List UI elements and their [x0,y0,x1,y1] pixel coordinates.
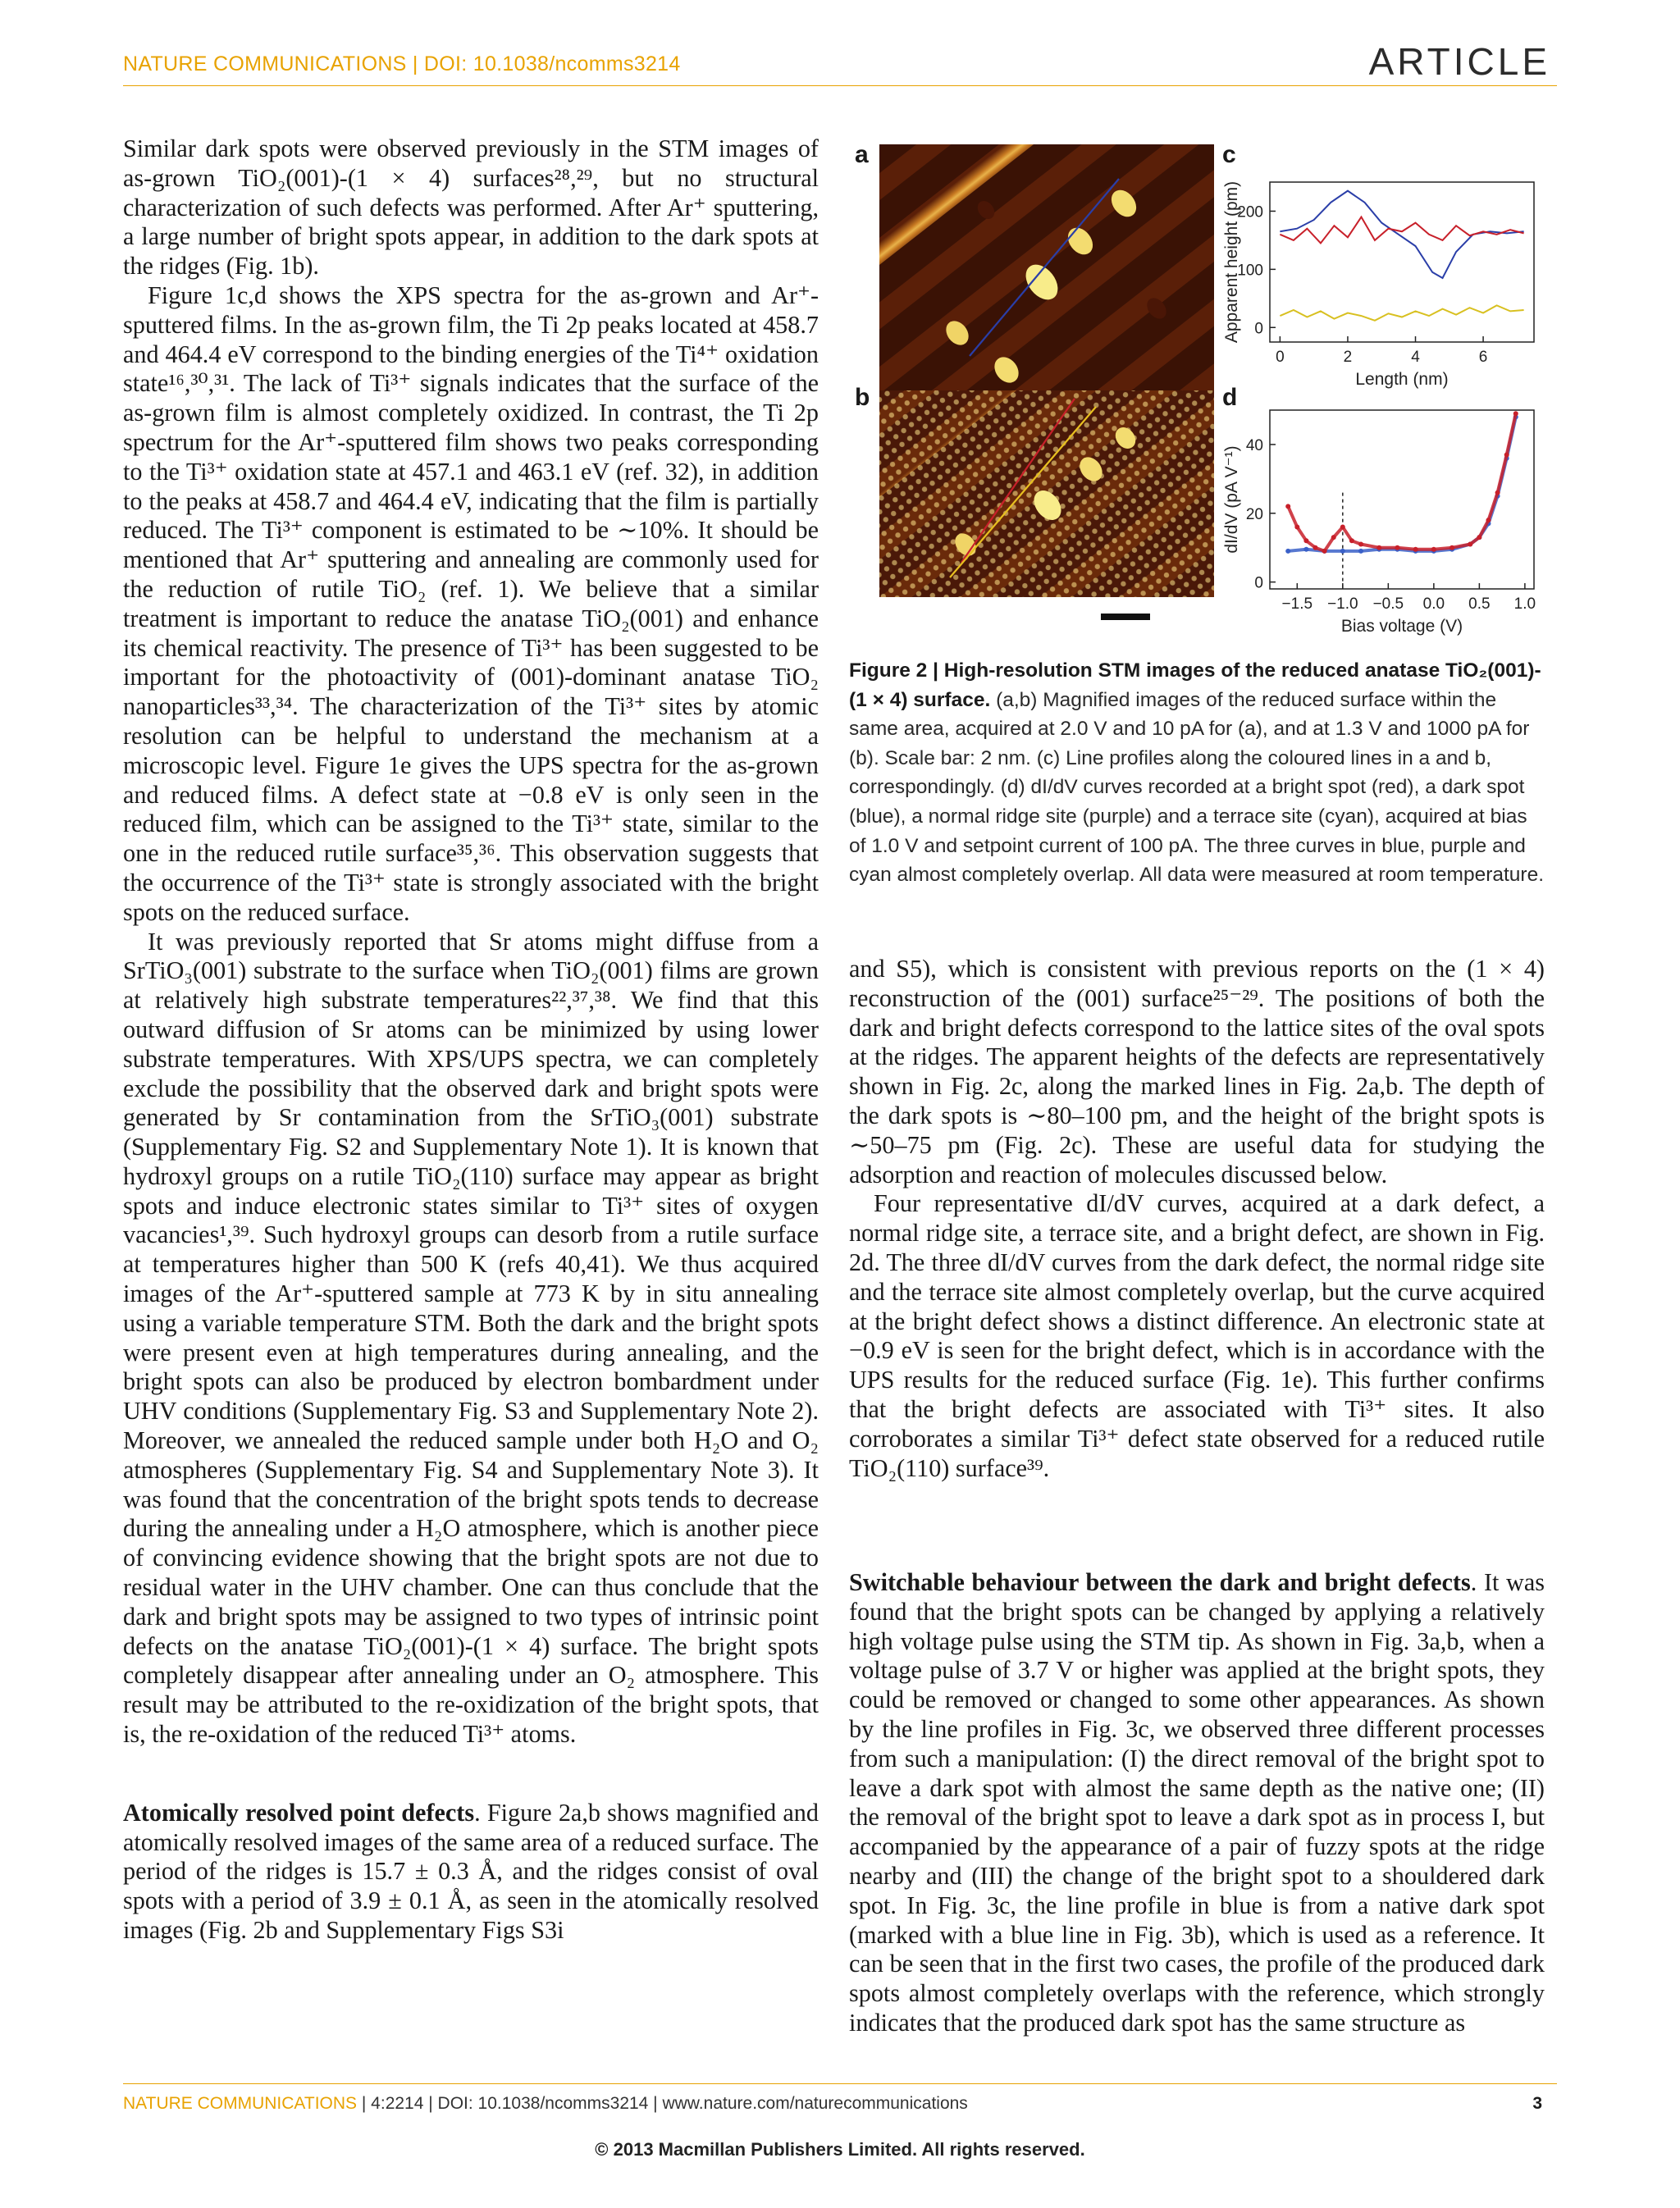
paragraph: Four representative dI/dV curves, acquired at a dark defect, a normal ridge site, a terrace site, and a bright defect, are shown in Fig. 2d. The three dI/dV curves from the dark defect, the normal ridge site and the terrace site almost completely overlap, but the curve acquired at the bright defect shows a distinct difference. An electronic state at −0.9 eV is seen for the bright defect, which is in accordance with the UPS results for the reduced surface (Fig. 1e). This further confirms that the bright defects are associated with Ti³⁺ sites. It also corroborates a similar Ti³⁺ defect state observed for a reduced rutile TiO₂(110) surface³⁹. [849,1189,1545,1482]
caption-title: Figure 2 | High-resolution STM images of the reduced anatase TiO₂(001)-(1 × 4) surface. [849,659,1541,711]
data-point [1358,549,1363,554]
paragraph: It was previously reported that Sr atoms might diffuse from a SrTiO₃(001) substrate to the surface when TiO₂(001) films are grown at relatively high substrate temperatures²²,³⁷,³⁸. We find that this outward diffusion of Sr atoms can be minimized by using lower substrate temperatures. With XPS/UPS spectra, we can completely exclude the possibility that the observed dark and bright spots were generated by Sr contamination from the SrTiO₃(001) substrate (Supplementary Fig. S2 and Supplementary Note 1). It is known that hydroxyl groups on a rutile TiO₂(110) surface may appear as bright spots and induce electronic states similar to Ti³⁺ sites of oxygen vacancies¹,³⁹. Such hydroxyl groups can desorb from a rutile surface at temperatures higher than 500 K (refs 40,41). We thus acquired images of the Ar⁺-sputtered sample at 773 K by in situ annealing using a variable temperature STM. Both the dark and the bright spots were present even at high temperatures during annealing, and the bright spots can also be produced by electron bombardment under UHV conditions (Supplementary Fig. S3 and Supplementary Note 2). Moreover, we annealed the reduced sample under both H₂O and O₂ atmospheres (Supplementary Fig. S4 and Supplementary Note 3). It was found that the concentration of the bright spots tends to decrease during the annealing under a H₂O atmosphere, which is another piece of convincing evidence showing that the bright spots are not due to residual water in the UHV chamber. One can thus conclude that the dark and bright spots may be assigned to two types of intrinsic point defects on the anatase TiO₂(001)-(1 × 4) surface. The bright spots completely disappear after annealing under an O₂ atmosphere. This result may be attributed to the re-oxidization of the bright spots, that is, the re-oxidation of the reduced Ti³⁺ atoms. [123,927,819,1749]
running-footer [123,2094,968,2114]
y-tick-label: 200 [1237,203,1263,221]
data-point [1340,549,1345,554]
data-point [1504,453,1509,458]
footer-brand: NATURE COMMUNICATIONS [123,2094,358,2113]
x-tick-label: 6 [1478,349,1488,366]
data-point [1376,545,1381,550]
line-profile-chart [1222,164,1549,394]
x-tick-label: 0.0 [1422,595,1445,613]
footer-rule [123,2083,1557,2084]
data-point [1358,542,1363,547]
data-point [1303,538,1308,543]
x-tick-label: 2 [1343,349,1353,366]
x-tick-label: −1.5 [1281,595,1313,613]
data-point [1486,518,1491,522]
plot-frame [1270,182,1534,342]
section-paragraph [849,1568,1545,2038]
stm-image-b [879,390,1214,597]
x-tick-label: 1.0 [1513,595,1536,613]
data-point [1449,545,1454,550]
data-point [1477,535,1481,540]
copyright: © 2013 Macmillan Publishers Limited. All rights reserved. [595,2139,1085,2160]
x-tick-label: −0.5 [1372,595,1404,613]
data-point [1431,547,1436,552]
section-heading: Switchable behaviour between the dark and bright defects [849,1568,1471,1596]
series-line [1280,217,1523,244]
data-point [1413,547,1418,552]
data-point [1285,549,1290,554]
article-type-label: ARTICLE [1368,40,1550,83]
paragraph: and S5), which is consistent with previous reports on the (1 × 4) reconstruction of the (001) surface²⁵⁻²⁹. The positions of both the dark and bright defects correspond to the lattice sites of the oval spots at the ridges. The apparent heights of the defects are representatively shown in Fig. 2c, along the marked lines in Fig. 2a,b. The depth of the dark spots is ∼80–100 pm, and the height of the bright spots is ∼50–75 pm (Fig. 2c). These are useful data for studying the adsorption and reaction of molecules discussed below. [849,955,1545,1188]
paragraph: Similar dark spots were observed previously in the STM images of as-grown TiO₂(001)-(1 × 4) surfaces²⁸,²⁹, but no structural characterization of such defects was performed. After Ar⁺ sputtering, a large number of bright spots appear, in addition to the dark spots at the ridges (Fig. 1b). [123,135,819,281]
panel-label-d: d [1222,384,1238,411]
left-column [123,135,819,1946]
series-line [1280,191,1523,278]
header-rule [123,85,1557,86]
y-tick-label: 100 [1237,262,1263,280]
series-line [1280,305,1523,320]
y-tick-label: 0 [1254,320,1263,338]
data-point [1495,490,1500,495]
data-point [1468,542,1472,547]
data-point [1340,525,1345,530]
y-axis-label: Apparent height (pm) [1222,180,1241,344]
section-heading: Atomically resolved point defects [123,1798,475,1827]
panel-label-a: a [855,141,869,168]
x-tick-label: 0 [1276,349,1285,366]
x-tick-label: 4 [1411,349,1420,366]
data-point [1322,549,1327,554]
paragraph-text: . It was found that the bright spots can be changed by applying a relatively high voltage pulse using the STM tip. As shown in Fig. 3a,b, when a voltage pulse of 3.7 V or higher was applied at the bright spots, they could be removed or changed to some other appearances. As shown by the line profiles in Fig. 3c, we observed three different processes from such a manipulation: (I) the direct removal of the bright spot to leave a dark spot with almost the same depth as the native one; (II) the removal of the bright spot to leave a dark spot as in process I, but accompanied by the appearance of a pair of fuzzy spots at the ridge nearby and (III) the change of the bright spot to a shouldered dark spot. In Fig. 3c, the line profile in blue is from a native dark spot (marked with a blue line in Fig. 3b), which is used as a reference. It can be seen that in the first two cases, the profile of the produced dark spots almost completely overlaps with the reference, which strongly indicates that the produced dark spot has the same structure as [849,1568,1545,2037]
panel-label-c: c [1222,141,1236,168]
x-tick-label: −1.0 [1327,595,1358,613]
running-header: NATURE COMMUNICATIONS | DOI: 10.1038/ncomms3214 [123,52,681,75]
data-point [1395,545,1399,550]
stm-image-a [879,144,1214,390]
data-point [1294,525,1299,530]
y-tick-label: 20 [1245,505,1263,523]
didv-chart [1222,402,1549,648]
paragraph: Figure 1c,d shows the XPS spectra for the as-grown and Ar⁺-sputtered films. In the as-grown film, the Ti 2p peaks located at 458.7 and 464.4 eV correspond to the binding energies of the Ti⁴⁺ oxidation state¹⁶,³⁰,³¹. The lack of Ti³⁺ signals indicates that the surface of the as-grown film is almost completely oxidized. In contrast, the Ti 2p spectrum for the Ar⁺-sputtered film shows two peaks corresponding to the Ti³⁺ oxidation state at 457.1 and 463.1 eV (ref. 32), in addition to the peaks at 458.7 and 464.4 eV, indicating that the film is partially reduced. The Ti³⁺ component is estimated to be ∼10%. It should be mentioned that Ar⁺ sputtering and annealing are commonly used for the reduction of rutile TiO₂ (ref. 1). We believe that a similar treatment is important to reduce the anatase TiO₂(001) and enhance its chemical reactivity. The presence of Ti³⁺ has been suggested to be important for the photoactivity of (001)-dominant anatase TiO₂ nanoparticles³³,³⁴. The characterization of the Ti³⁺ sites by atomic resolution can be helpful to understand the mechanism at a microscopic level. Figure 1e gives the UPS spectra for the as-grown and reduced films. A defect state at −0.8 eV is only seen in the reduced film, which can be assigned to the Ti³⁺ state, similar to the one in the reduced rutile surface³⁵,³⁶. This observation suggests that the occurrence of the Ti³⁺ state is strongly associated with the bright spots on the reduced surface. [123,281,819,926]
figure-caption [849,656,1545,890]
x-axis-label: Length (nm) [1355,370,1449,389]
x-tick-label: 0.5 [1468,595,1491,613]
data-point [1349,538,1354,543]
footer-info: | 4:2214 | DOI: 10.1038/ncomms3214 | www.nature.com/naturecommunications [357,2094,968,2113]
paragraph-text: . Figure 2a,b shows magnified and atomically resolved images of the same area of a reduced surface. The period of the ridges is 15.7 ± 0.3 Å, and the ridges consist of oval spots with a period of 3.9 ± 0.1 Å, as seen in the atomically resolved images (Fig. 2b and Supplementary Figs S3i [123,1798,819,1945]
series-line [1288,413,1516,551]
data-point [1313,545,1318,550]
right-column-top [849,955,1545,1483]
y-axis-label: dI/dV (pA V⁻¹) [1222,445,1241,554]
right-column-bottom [849,1568,1545,2038]
scale-bar [1101,614,1150,620]
caption-body: (a,b) Magnified images of the reduced surface within the same area, acquired at 2.0 V and 10 pA for (a), and at 1.3 V and 1000 pA for (b). Scale bar: 2 nm. (c) Line profiles along the coloured lines in a and b, correspondingly. (d) dI/dV curves recorded at a bright spot (red), a dark spot (blue), a normal ridge site (purple) and a terrace site (cyan), acquired at bias of 1.0 V and setpoint current of 100 pA. The three curves in blue, purple and cyan almost completely overlap. All data were measured at room temperature. [849,688,1545,887]
data-point [1303,547,1308,552]
page-number: 3 [1532,2094,1542,2113]
section-paragraph [123,1799,819,1946]
panel-label-b: b [855,384,870,411]
y-tick-label: 0 [1254,574,1263,592]
data-point [1513,411,1518,416]
data-point [1331,535,1336,540]
y-tick-label: 40 [1245,436,1263,454]
data-point [1285,504,1290,509]
x-axis-label: Bias voltage (V) [1340,617,1463,636]
